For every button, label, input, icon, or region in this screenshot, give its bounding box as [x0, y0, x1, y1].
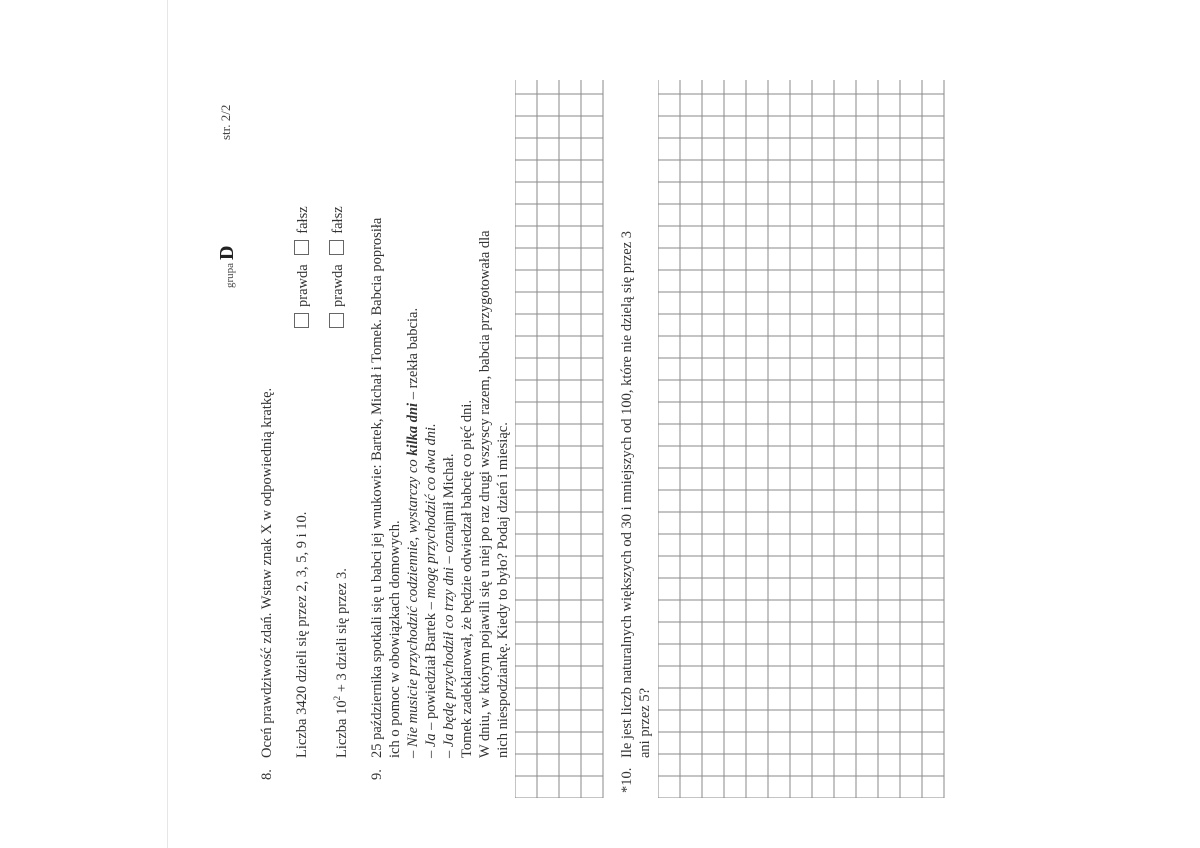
dialog-speaker: – powiedział Bartek –	[423, 598, 439, 734]
task8-statement-1: Liczba 3420 dzieli się przez 2, 3, 5, 9 i 10.	[294, 511, 310, 758]
task8-instruction: Oceń prawdziwość zdań. Wstaw znak X w odpowiednią kratkę.	[259, 387, 275, 758]
dialog-speaker: – oznajmił Michał.	[441, 453, 457, 568]
dialog-line-2	[422, 423, 440, 758]
group-label	[216, 246, 239, 289]
false-checkbox-1[interactable]	[294, 240, 309, 255]
dash: –	[405, 747, 421, 758]
task9-closing-3: nich niespodziankę. Kiedy to było? Podaj dzień i miesiąc.	[495, 422, 511, 758]
task8-options-2	[329, 206, 347, 328]
group-letter: D	[216, 245, 238, 260]
dialog-italic: Ja będę przychodził co trzy dni	[441, 567, 457, 748]
worksheet-page	[168, 0, 1200, 848]
statement-2-pre: Liczba 10	[333, 700, 350, 758]
task8-statement-2	[328, 568, 351, 758]
answer-grid-task10[interactable]	[658, 80, 956, 798]
false-label-1: fałsz	[295, 206, 311, 234]
dialog-line-3	[440, 454, 458, 758]
page-number: str. 2/2	[218, 104, 233, 140]
statement-2-post: + 3 dzieli się przez 3.	[333, 568, 350, 696]
task9-closing-2: W dniu, w którym pojawili się u niej po raz drugi wszyscy razem, babcia przygotowała dla	[477, 230, 493, 758]
task8-number: 8.	[259, 769, 275, 780]
dialog-line-1	[404, 308, 422, 758]
dialog-speaker: – rzekła babcia.	[405, 307, 421, 403]
task9-line-2: ich o pomoc w obowiązkach domowych.	[387, 520, 403, 758]
dash: –	[423, 747, 439, 758]
task10-line-2: ani przez 5?	[637, 687, 653, 758]
dash: –	[441, 747, 457, 758]
answer-grid-task9[interactable]	[515, 80, 605, 798]
false-checkbox-2[interactable]	[329, 240, 344, 255]
dialog-italic: Nie musicie przychodzić codziennie, wystarczy co	[405, 455, 421, 748]
task10-number: *10.	[619, 767, 635, 793]
true-label-1: prawda	[295, 264, 311, 307]
true-checkbox-1[interactable]	[294, 313, 309, 328]
true-checkbox-2[interactable]	[329, 313, 344, 328]
group-word: grupa	[224, 262, 236, 288]
task9-number: 9.	[369, 769, 385, 780]
false-label-2: fałsz	[330, 206, 346, 234]
task10-line-1: Ile jest liczb naturalnych większych od 30 i mniejszych od 100, które nie dzielą się przez 3	[619, 230, 635, 758]
dialog-italic-2: mogę przychodzić co dwa dni.	[423, 423, 439, 599]
dialog-italic: Ja	[423, 733, 439, 748]
statement-2-exp: 2	[332, 695, 342, 701]
task9-closing-1: Tomek zadeklarował, że będzie odwiedzał babcię co pięć dni.	[459, 399, 475, 758]
task9-line-1: 25 października spotkali się u babci jej wnukowie: Bartek, Michał i Tomek. Babcia poprosiła	[369, 217, 385, 758]
task8-options-1	[294, 206, 312, 328]
true-label-2: prawda	[330, 264, 346, 307]
viewer-margin	[0, 0, 168, 848]
dialog-emphasis: kilka dni	[405, 402, 421, 456]
